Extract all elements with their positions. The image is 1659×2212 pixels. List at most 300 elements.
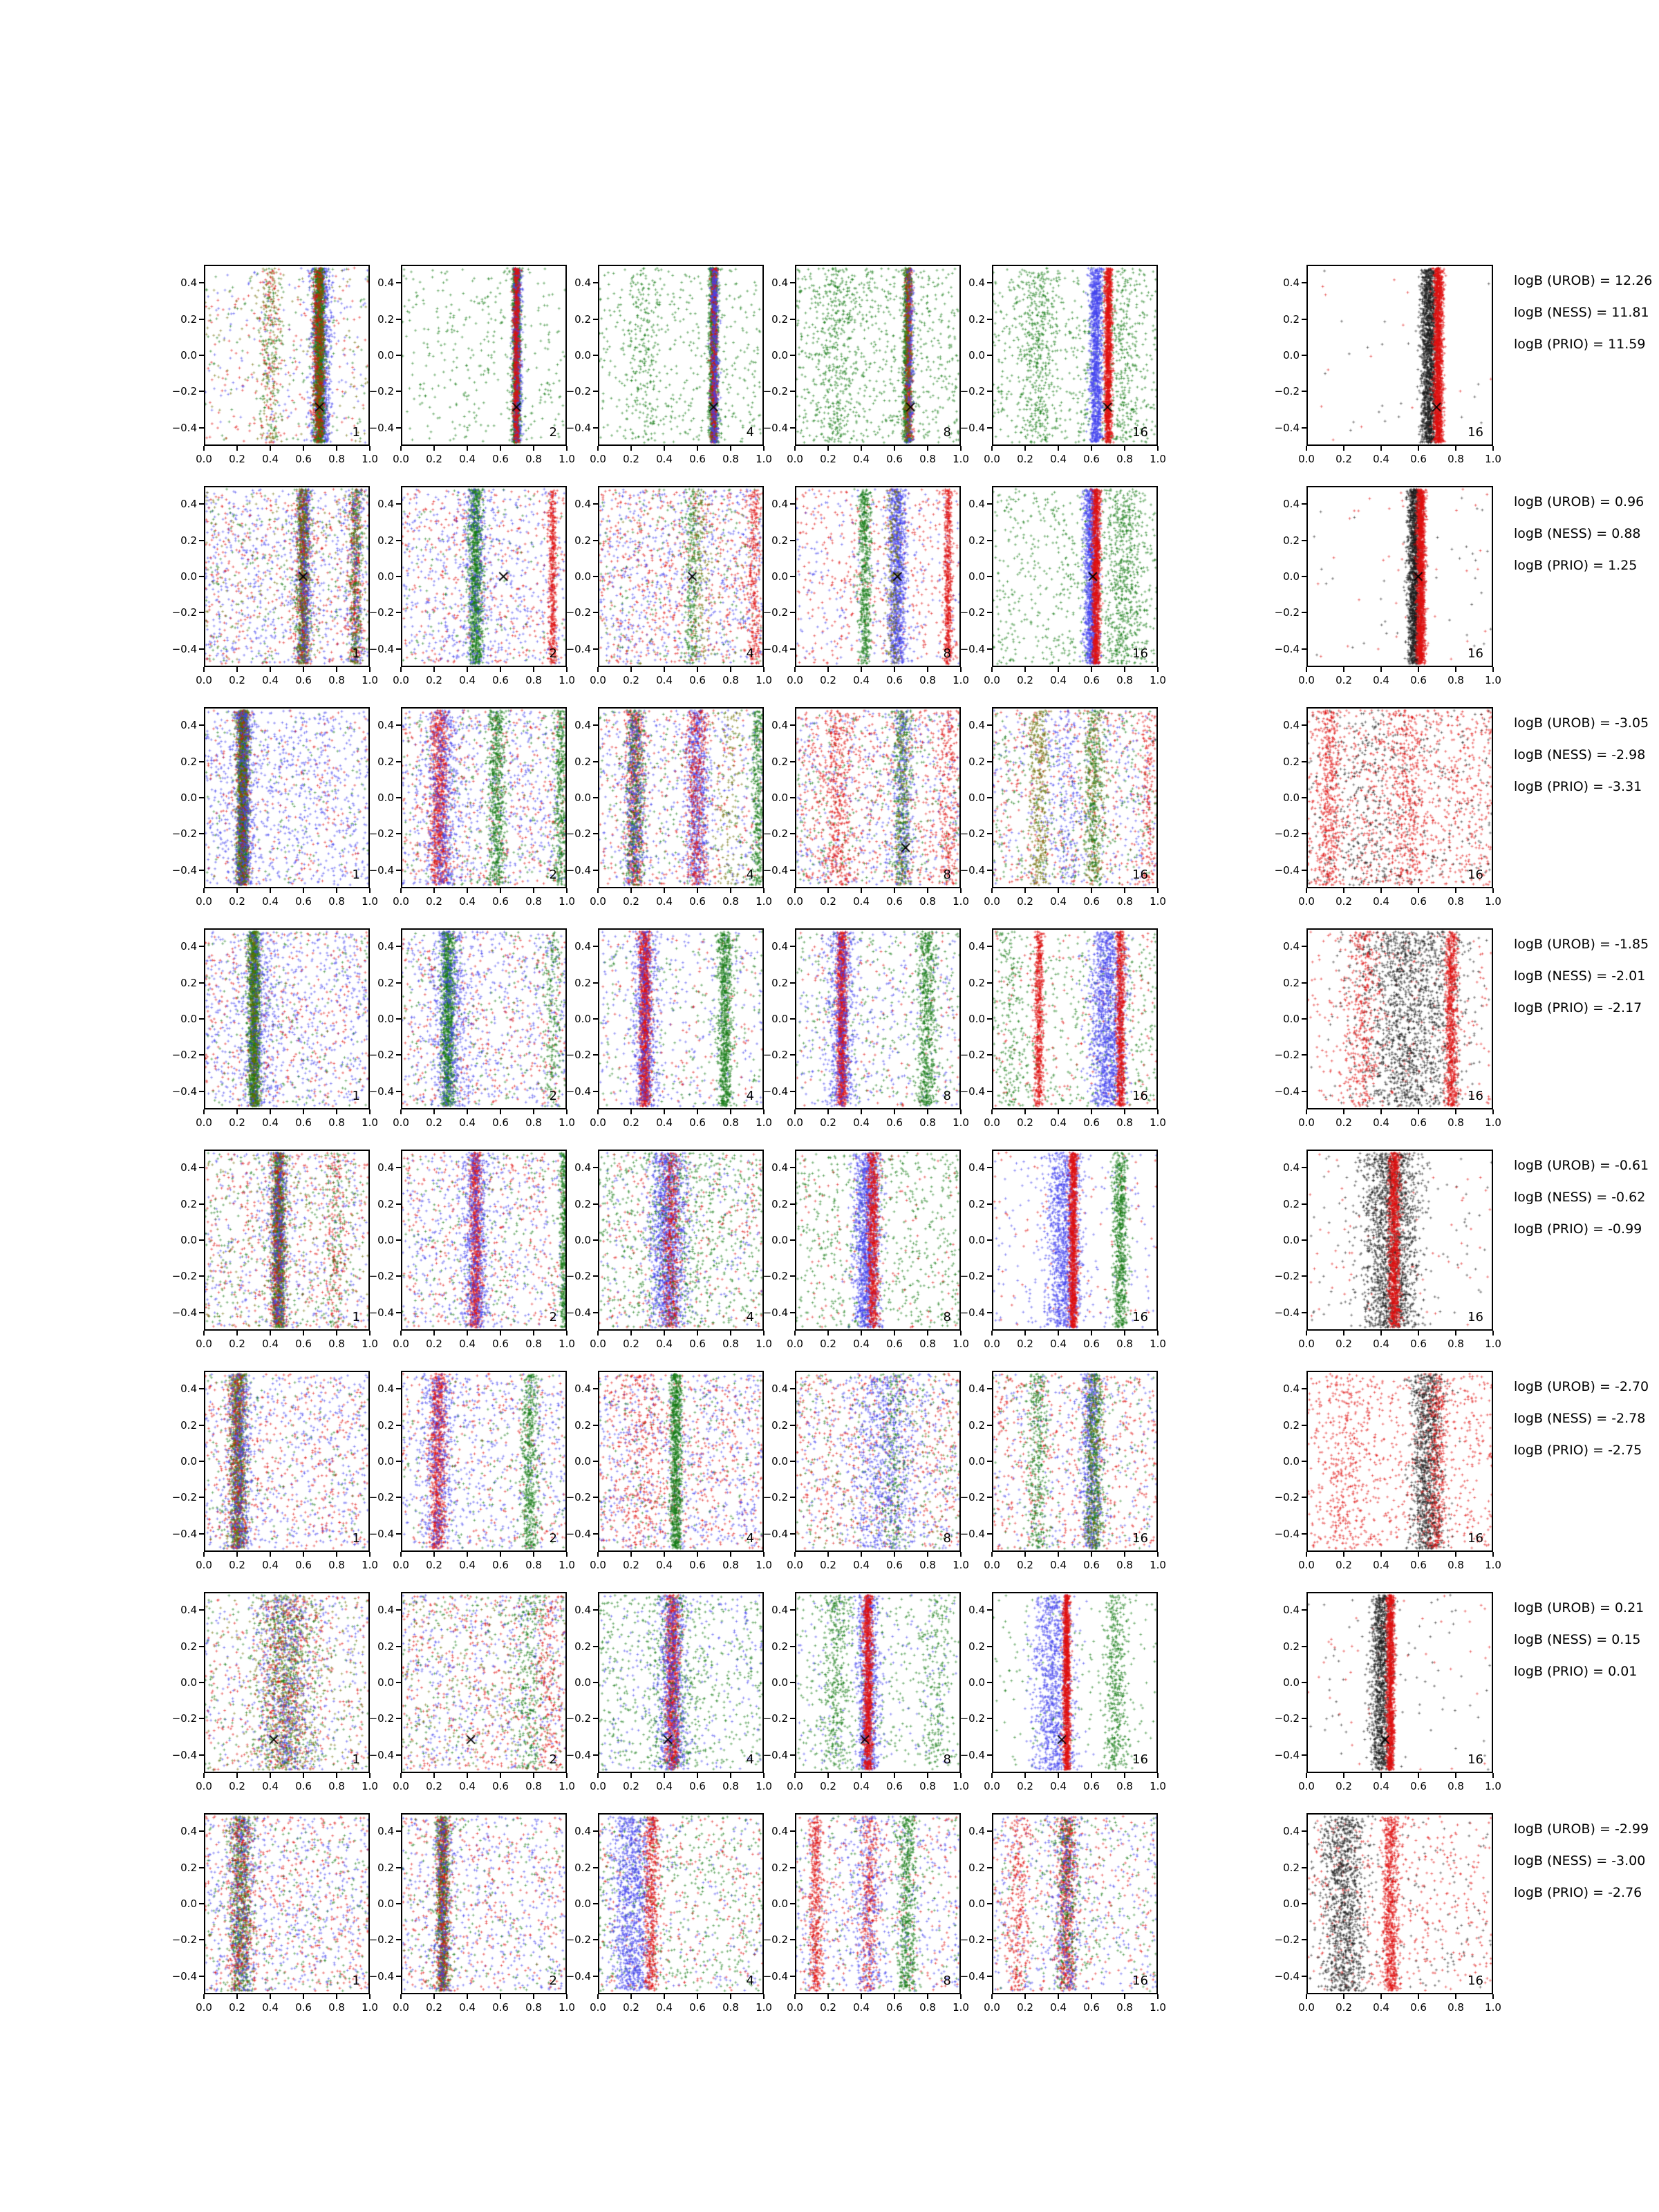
x-tick-label: 0.8 (1116, 1116, 1133, 1129)
y-tick-label: −0.4 (565, 1306, 591, 1319)
x-tick-label: 0.6 (1410, 895, 1427, 908)
scatter-panel-r2c2 (401, 486, 567, 667)
y-tick-label: −0.2 (762, 1933, 788, 1947)
y-tick-mark (396, 1609, 401, 1611)
y-tick-label: −0.2 (959, 1933, 985, 1947)
x-tick-label: 1.0 (1150, 1116, 1166, 1129)
x-tick-label: 0.2 (1017, 1338, 1033, 1350)
x-tick-mark (597, 1773, 599, 1778)
x-tick-label: 0.4 (262, 1559, 279, 1571)
y-tick-label: 0.0 (377, 1676, 394, 1689)
x-tick-label: 0.2 (1017, 2001, 1033, 2014)
y-tick-mark (396, 1867, 401, 1868)
panel-count-label: 2 (549, 868, 557, 882)
logb-line: logB (UROB) = 0.21 (1514, 1600, 1644, 1615)
x-tick-mark (236, 1331, 238, 1335)
x-tick-mark (730, 1331, 731, 1335)
y-tick-label: 0.2 (574, 1197, 591, 1210)
x-tick-label: 0.6 (689, 1559, 706, 1571)
scatter-canvas (599, 1815, 762, 1993)
y-tick-mark (1302, 1976, 1306, 1977)
y-tick-mark (1302, 1461, 1306, 1462)
y-tick-mark (396, 1054, 401, 1056)
x-tick-mark (730, 667, 731, 672)
panel-count-label: 1 (352, 1752, 360, 1767)
y-tick-label: 0.2 (771, 1640, 788, 1653)
x-tick-label: 0.6 (492, 1338, 509, 1350)
x-tick-mark (597, 446, 599, 451)
y-tick-mark (1302, 1682, 1306, 1683)
y-tick-mark (1302, 946, 1306, 947)
x-tick-mark (203, 1109, 205, 1114)
scatter-panel-r7c6 (1306, 1592, 1493, 1773)
x-tick-label: 1.0 (362, 1780, 378, 1792)
x-tick-label: 1.0 (362, 1116, 378, 1129)
y-tick-label: −0.4 (565, 1085, 591, 1098)
y-tick-mark (593, 1091, 598, 1092)
x-tick-label: 0.8 (722, 1780, 739, 1792)
y-tick-mark (987, 1867, 992, 1868)
y-tick-mark (987, 1388, 992, 1389)
logb-annotation-row4 (1514, 937, 1659, 1047)
y-tick-mark (987, 761, 992, 762)
y-tick-mark (199, 1718, 204, 1719)
x-tick-label: 0.8 (525, 1780, 542, 1792)
x-tick-label: 0.0 (196, 453, 212, 465)
x-tick-mark (500, 1773, 501, 1778)
y-tick-label: 0.2 (771, 534, 788, 547)
x-tick-mark (597, 888, 599, 893)
x-tick-mark (1124, 1331, 1125, 1335)
x-tick-label: 0.4 (656, 453, 673, 465)
y-tick-mark (790, 1054, 795, 1056)
y-tick-mark (790, 870, 795, 871)
x-tick-label: 1.0 (362, 895, 378, 908)
x-tick-mark (894, 1552, 895, 1557)
x-tick-mark (1157, 446, 1159, 451)
x-tick-mark (991, 667, 993, 672)
y-tick-mark (1302, 1646, 1306, 1647)
y-tick-mark (987, 576, 992, 577)
scatter-panel-r2c4 (795, 486, 961, 667)
x-tick-mark (1380, 1552, 1382, 1557)
y-tick-label: 0.4 (377, 1825, 394, 1838)
x-tick-label: 0.6 (1410, 674, 1427, 686)
x-tick-mark (1058, 446, 1059, 451)
y-tick-mark (1302, 1018, 1306, 1020)
x-tick-mark (630, 446, 632, 451)
x-tick-mark (336, 446, 337, 451)
y-tick-label: 0.4 (968, 1825, 985, 1838)
y-tick-label: −0.4 (171, 421, 197, 434)
y-tick-mark (593, 1461, 598, 1462)
y-tick-label: 0.0 (771, 1897, 788, 1910)
y-tick-mark (396, 1461, 401, 1462)
scatter-canvas (402, 709, 565, 887)
y-tick-label: −0.4 (1274, 863, 1300, 877)
x-tick-mark (1157, 1109, 1159, 1114)
x-tick-mark (467, 888, 468, 893)
logb-annotation-row5 (1514, 1158, 1659, 1268)
x-tick-label: 0.4 (459, 1780, 476, 1792)
y-tick-label: 0.4 (574, 719, 591, 732)
y-tick-label: −0.2 (1274, 1933, 1300, 1947)
x-tick-label: 0.8 (1447, 674, 1464, 686)
x-tick-label: 0.6 (1083, 1338, 1100, 1350)
x-tick-label: 0.8 (525, 895, 542, 908)
y-tick-mark (593, 1682, 598, 1683)
x-tick-label: 0.0 (590, 1338, 606, 1350)
x-tick-mark (763, 1552, 765, 1557)
x-tick-mark (270, 1109, 271, 1114)
x-tick-label: 0.6 (689, 674, 706, 686)
x-tick-label: 0.8 (1116, 1780, 1133, 1792)
y-tick-mark (790, 355, 795, 356)
y-tick-label: −0.2 (565, 827, 591, 841)
y-tick-label: 0.4 (1283, 940, 1300, 953)
y-tick-label: −0.2 (1274, 1712, 1300, 1725)
x-tick-label: 0.2 (820, 1338, 836, 1350)
x-tick-mark (1455, 888, 1456, 893)
x-tick-label: 0.0 (393, 1559, 409, 1571)
y-tick-mark (593, 576, 598, 577)
y-tick-label: −0.2 (368, 1049, 394, 1062)
panel-count-label: 1 (352, 1089, 360, 1103)
x-tick-mark (467, 1109, 468, 1114)
x-tick-label: 0.4 (656, 1116, 673, 1129)
y-tick-mark (199, 1203, 204, 1205)
x-tick-mark (894, 1773, 895, 1778)
y-tick-label: 0.4 (1283, 1825, 1300, 1838)
y-tick-label: 0.4 (377, 719, 394, 732)
y-tick-mark (790, 1609, 795, 1611)
y-tick-label: −0.4 (959, 1969, 985, 1983)
y-tick-mark (790, 612, 795, 613)
y-tick-mark (790, 1830, 795, 1832)
y-tick-mark (790, 1203, 795, 1205)
x-tick-mark (664, 1552, 665, 1557)
x-tick-label: 0.8 (919, 895, 936, 908)
x-tick-label: 0.0 (196, 895, 212, 908)
scatter-panel-r5c3 (598, 1150, 764, 1331)
y-tick-mark (396, 355, 401, 356)
y-tick-mark (593, 1388, 598, 1389)
x-tick-mark (270, 1331, 271, 1335)
x-tick-label: 1.0 (756, 1338, 772, 1350)
y-tick-mark (593, 427, 598, 429)
scatter-panel-r6c3 (598, 1371, 764, 1552)
x-tick-mark (1091, 1109, 1092, 1114)
x-tick-mark (1058, 1331, 1059, 1335)
scatter-canvas (796, 1815, 959, 1993)
y-tick-mark (199, 1018, 204, 1020)
x-tick-mark (597, 1109, 599, 1114)
y-tick-mark (199, 761, 204, 762)
x-tick-mark (433, 1331, 435, 1335)
y-tick-label: −0.2 (565, 1933, 591, 1947)
y-tick-label: −0.4 (565, 1748, 591, 1761)
x-tick-mark (794, 1994, 796, 1999)
y-tick-mark (987, 1646, 992, 1647)
x-tick-label: 0.4 (1373, 2001, 1389, 2014)
scatter-canvas (1308, 487, 1492, 666)
y-tick-label: 0.0 (1283, 791, 1300, 804)
panel-count-label: 16 (1468, 425, 1483, 440)
x-tick-mark (566, 1331, 568, 1335)
y-tick-mark (790, 797, 795, 798)
x-tick-mark (400, 1331, 402, 1335)
x-tick-label: 0.2 (229, 1780, 245, 1792)
x-tick-label: 0.6 (295, 1338, 312, 1350)
x-tick-label: 0.4 (1373, 1116, 1389, 1129)
x-tick-label: 0.2 (820, 1559, 836, 1571)
x-tick-mark (894, 667, 895, 672)
x-tick-label: 0.0 (1298, 1338, 1315, 1350)
x-tick-mark (730, 1109, 731, 1114)
x-tick-mark (500, 1109, 501, 1114)
x-tick-label: 0.4 (656, 674, 673, 686)
panel-count-label: 16 (1468, 646, 1483, 661)
x-tick-mark (1380, 667, 1382, 672)
y-tick-label: 0.4 (968, 276, 985, 290)
logb-line: logB (UROB) = -3.05 (1514, 715, 1649, 731)
y-tick-mark (1302, 1167, 1306, 1168)
y-tick-mark (593, 1312, 598, 1313)
x-tick-label: 0.4 (1050, 674, 1067, 686)
x-tick-label: 0.2 (1335, 453, 1352, 465)
x-tick-label: 0.2 (426, 1780, 442, 1792)
x-tick-label: 0.2 (1335, 1116, 1352, 1129)
y-tick-label: 0.0 (771, 1234, 788, 1246)
x-tick-mark (630, 1552, 632, 1557)
x-tick-mark (1124, 1994, 1125, 1999)
scatter-panel-r5c6 (1306, 1150, 1493, 1331)
x-tick-label: 0.6 (295, 674, 312, 686)
x-tick-label: 0.0 (590, 895, 606, 908)
scatter-panel-r3c5 (992, 707, 1158, 888)
x-tick-label: 0.4 (656, 1338, 673, 1350)
x-tick-label: 0.4 (459, 2001, 476, 2014)
y-tick-mark (790, 1312, 795, 1313)
y-tick-label: −0.4 (1274, 1085, 1300, 1098)
x-tick-mark (1455, 1773, 1456, 1778)
x-tick-label: 0.8 (1116, 674, 1133, 686)
x-tick-label: 0.2 (1017, 1116, 1033, 1129)
y-tick-mark (987, 946, 992, 947)
y-tick-label: 0.4 (574, 498, 591, 511)
y-tick-label: −0.2 (171, 1712, 197, 1725)
x-tick-mark (533, 667, 534, 672)
x-tick-mark (1343, 888, 1344, 893)
y-tick-label: 0.4 (574, 940, 591, 953)
x-tick-label: 0.8 (722, 1559, 739, 1571)
y-tick-mark (1302, 1718, 1306, 1719)
x-tick-label: 0.2 (1017, 1780, 1033, 1792)
scatter-canvas (599, 1593, 762, 1772)
x-tick-mark (827, 446, 829, 451)
y-tick-mark (1302, 576, 1306, 577)
x-tick-label: 1.0 (559, 1338, 575, 1350)
y-tick-mark (396, 982, 401, 984)
y-tick-label: 0.0 (377, 1897, 394, 1910)
x-tick-label: 0.6 (886, 453, 903, 465)
x-tick-mark (697, 888, 698, 893)
x-tick-label: 0.8 (919, 1116, 936, 1129)
x-tick-label: 0.4 (262, 1338, 279, 1350)
x-tick-label: 0.0 (1298, 453, 1315, 465)
y-tick-label: 0.2 (1283, 755, 1300, 768)
y-tick-label: 0.0 (377, 1455, 394, 1468)
y-tick-mark (593, 946, 598, 947)
x-tick-mark (763, 888, 765, 893)
y-tick-label: 0.2 (771, 312, 788, 326)
y-tick-label: 0.2 (1283, 1640, 1300, 1653)
x-tick-label: 0.8 (722, 2001, 739, 2014)
y-tick-mark (199, 1461, 204, 1462)
x-tick-mark (369, 667, 371, 672)
x-tick-mark (1418, 446, 1419, 451)
x-tick-label: 0.8 (1116, 895, 1133, 908)
x-tick-label: 0.8 (919, 2001, 936, 2014)
x-tick-mark (960, 1109, 962, 1114)
scatter-panel-r5c2 (401, 1150, 567, 1331)
x-tick-label: 0.2 (229, 1559, 245, 1571)
y-tick-label: 0.4 (968, 719, 985, 732)
x-tick-mark (433, 446, 435, 451)
y-tick-label: 0.0 (1283, 1455, 1300, 1468)
panel-count-label: 4 (746, 1531, 754, 1546)
logb-line: logB (UROB) = -0.61 (1514, 1158, 1649, 1173)
x-tick-label: 1.0 (1485, 674, 1501, 686)
x-tick-mark (1091, 446, 1092, 451)
x-tick-mark (1380, 1994, 1382, 1999)
x-tick-label: 0.0 (393, 1116, 409, 1129)
x-tick-label: 0.8 (328, 895, 345, 908)
x-tick-mark (336, 1773, 337, 1778)
y-tick-label: −0.2 (565, 1491, 591, 1504)
y-tick-label: −0.4 (565, 863, 591, 877)
y-tick-label: 0.0 (377, 1234, 394, 1246)
y-tick-mark (199, 1239, 204, 1241)
x-tick-mark (533, 1109, 534, 1114)
x-tick-label: 1.0 (1485, 2001, 1501, 2014)
x-tick-mark (1343, 1773, 1344, 1778)
y-tick-mark (199, 1682, 204, 1683)
y-tick-mark (987, 1939, 992, 1940)
y-tick-label: 0.0 (574, 1013, 591, 1025)
x-tick-mark (303, 1109, 304, 1114)
y-tick-mark (593, 1497, 598, 1498)
panel-count-label: 2 (549, 1974, 557, 1988)
scatter-canvas (796, 266, 959, 444)
y-tick-label: 0.0 (1283, 1676, 1300, 1689)
panel-count-label: 2 (549, 1752, 557, 1767)
y-tick-mark (199, 982, 204, 984)
x-tick-label: 0.0 (393, 453, 409, 465)
panel-count-label: 16 (1132, 868, 1148, 882)
y-tick-label: −0.4 (565, 1527, 591, 1540)
y-tick-label: 0.2 (1283, 1418, 1300, 1432)
y-tick-mark (1302, 797, 1306, 798)
y-tick-mark (593, 1203, 598, 1205)
logb-annotation-row7 (1514, 1600, 1659, 1711)
y-tick-mark (593, 648, 598, 650)
y-tick-label: −0.2 (171, 1049, 197, 1062)
x-tick-mark (1455, 1552, 1456, 1557)
y-tick-mark (790, 648, 795, 650)
x-tick-mark (369, 446, 371, 451)
logb-line: logB (NESS) = -2.98 (1514, 747, 1646, 762)
x-tick-label: 0.0 (787, 453, 803, 465)
x-tick-label: 0.0 (1298, 895, 1315, 908)
y-tick-label: −0.4 (959, 1306, 985, 1319)
x-tick-mark (894, 446, 895, 451)
scatter-panel-r4c4 (795, 928, 961, 1109)
x-tick-mark (1157, 1994, 1159, 1999)
y-tick-label: −0.2 (762, 1270, 788, 1283)
y-tick-label: 0.4 (574, 276, 591, 290)
x-tick-mark (236, 1109, 238, 1114)
y-tick-label: −0.4 (565, 421, 591, 434)
panel-count-label: 2 (549, 646, 557, 661)
x-tick-label: 1.0 (953, 1116, 969, 1129)
x-tick-mark (991, 446, 993, 451)
x-tick-label: 0.2 (229, 1338, 245, 1350)
x-tick-mark (1380, 1773, 1382, 1778)
x-tick-mark (927, 1109, 928, 1114)
x-tick-label: 0.2 (1335, 1780, 1352, 1792)
y-tick-label: −0.4 (762, 642, 788, 655)
y-tick-mark (987, 1091, 992, 1092)
x-tick-mark (1418, 1109, 1419, 1114)
y-tick-label: 0.0 (771, 1013, 788, 1025)
y-tick-mark (987, 503, 992, 505)
y-tick-label: −0.2 (1274, 1049, 1300, 1062)
x-tick-label: 0.6 (886, 1780, 903, 1792)
y-tick-label: −0.4 (762, 1085, 788, 1098)
x-tick-mark (827, 1773, 829, 1778)
y-tick-label: −0.2 (1274, 827, 1300, 841)
x-tick-label: 0.0 (196, 1116, 212, 1129)
x-tick-label: 0.4 (853, 1780, 870, 1792)
y-tick-label: 0.2 (377, 1197, 394, 1210)
y-tick-label: −0.2 (171, 606, 197, 619)
x-tick-mark (303, 446, 304, 451)
x-tick-label: 0.4 (853, 674, 870, 686)
y-tick-label: 0.2 (574, 312, 591, 326)
y-tick-label: 0.2 (180, 1861, 197, 1874)
x-tick-label: 0.4 (262, 895, 279, 908)
x-tick-label: 1.0 (1150, 1338, 1166, 1350)
y-tick-mark (790, 1461, 795, 1462)
scatter-canvas (599, 1151, 762, 1329)
y-tick-mark (396, 1018, 401, 1020)
x-tick-mark (1455, 1994, 1456, 1999)
y-tick-mark (987, 1425, 992, 1426)
x-tick-mark (400, 888, 402, 893)
x-tick-mark (236, 667, 238, 672)
y-tick-label: −0.4 (959, 642, 985, 655)
x-tick-mark (369, 1552, 371, 1557)
x-tick-label: 0.6 (689, 1338, 706, 1350)
x-tick-label: 0.8 (722, 895, 739, 908)
x-tick-label: 0.8 (328, 1780, 345, 1792)
x-tick-label: 0.8 (525, 674, 542, 686)
x-tick-mark (1024, 667, 1026, 672)
x-tick-label: 0.6 (886, 895, 903, 908)
y-tick-label: 0.4 (968, 498, 985, 511)
x-tick-label: 0.0 (196, 674, 212, 686)
